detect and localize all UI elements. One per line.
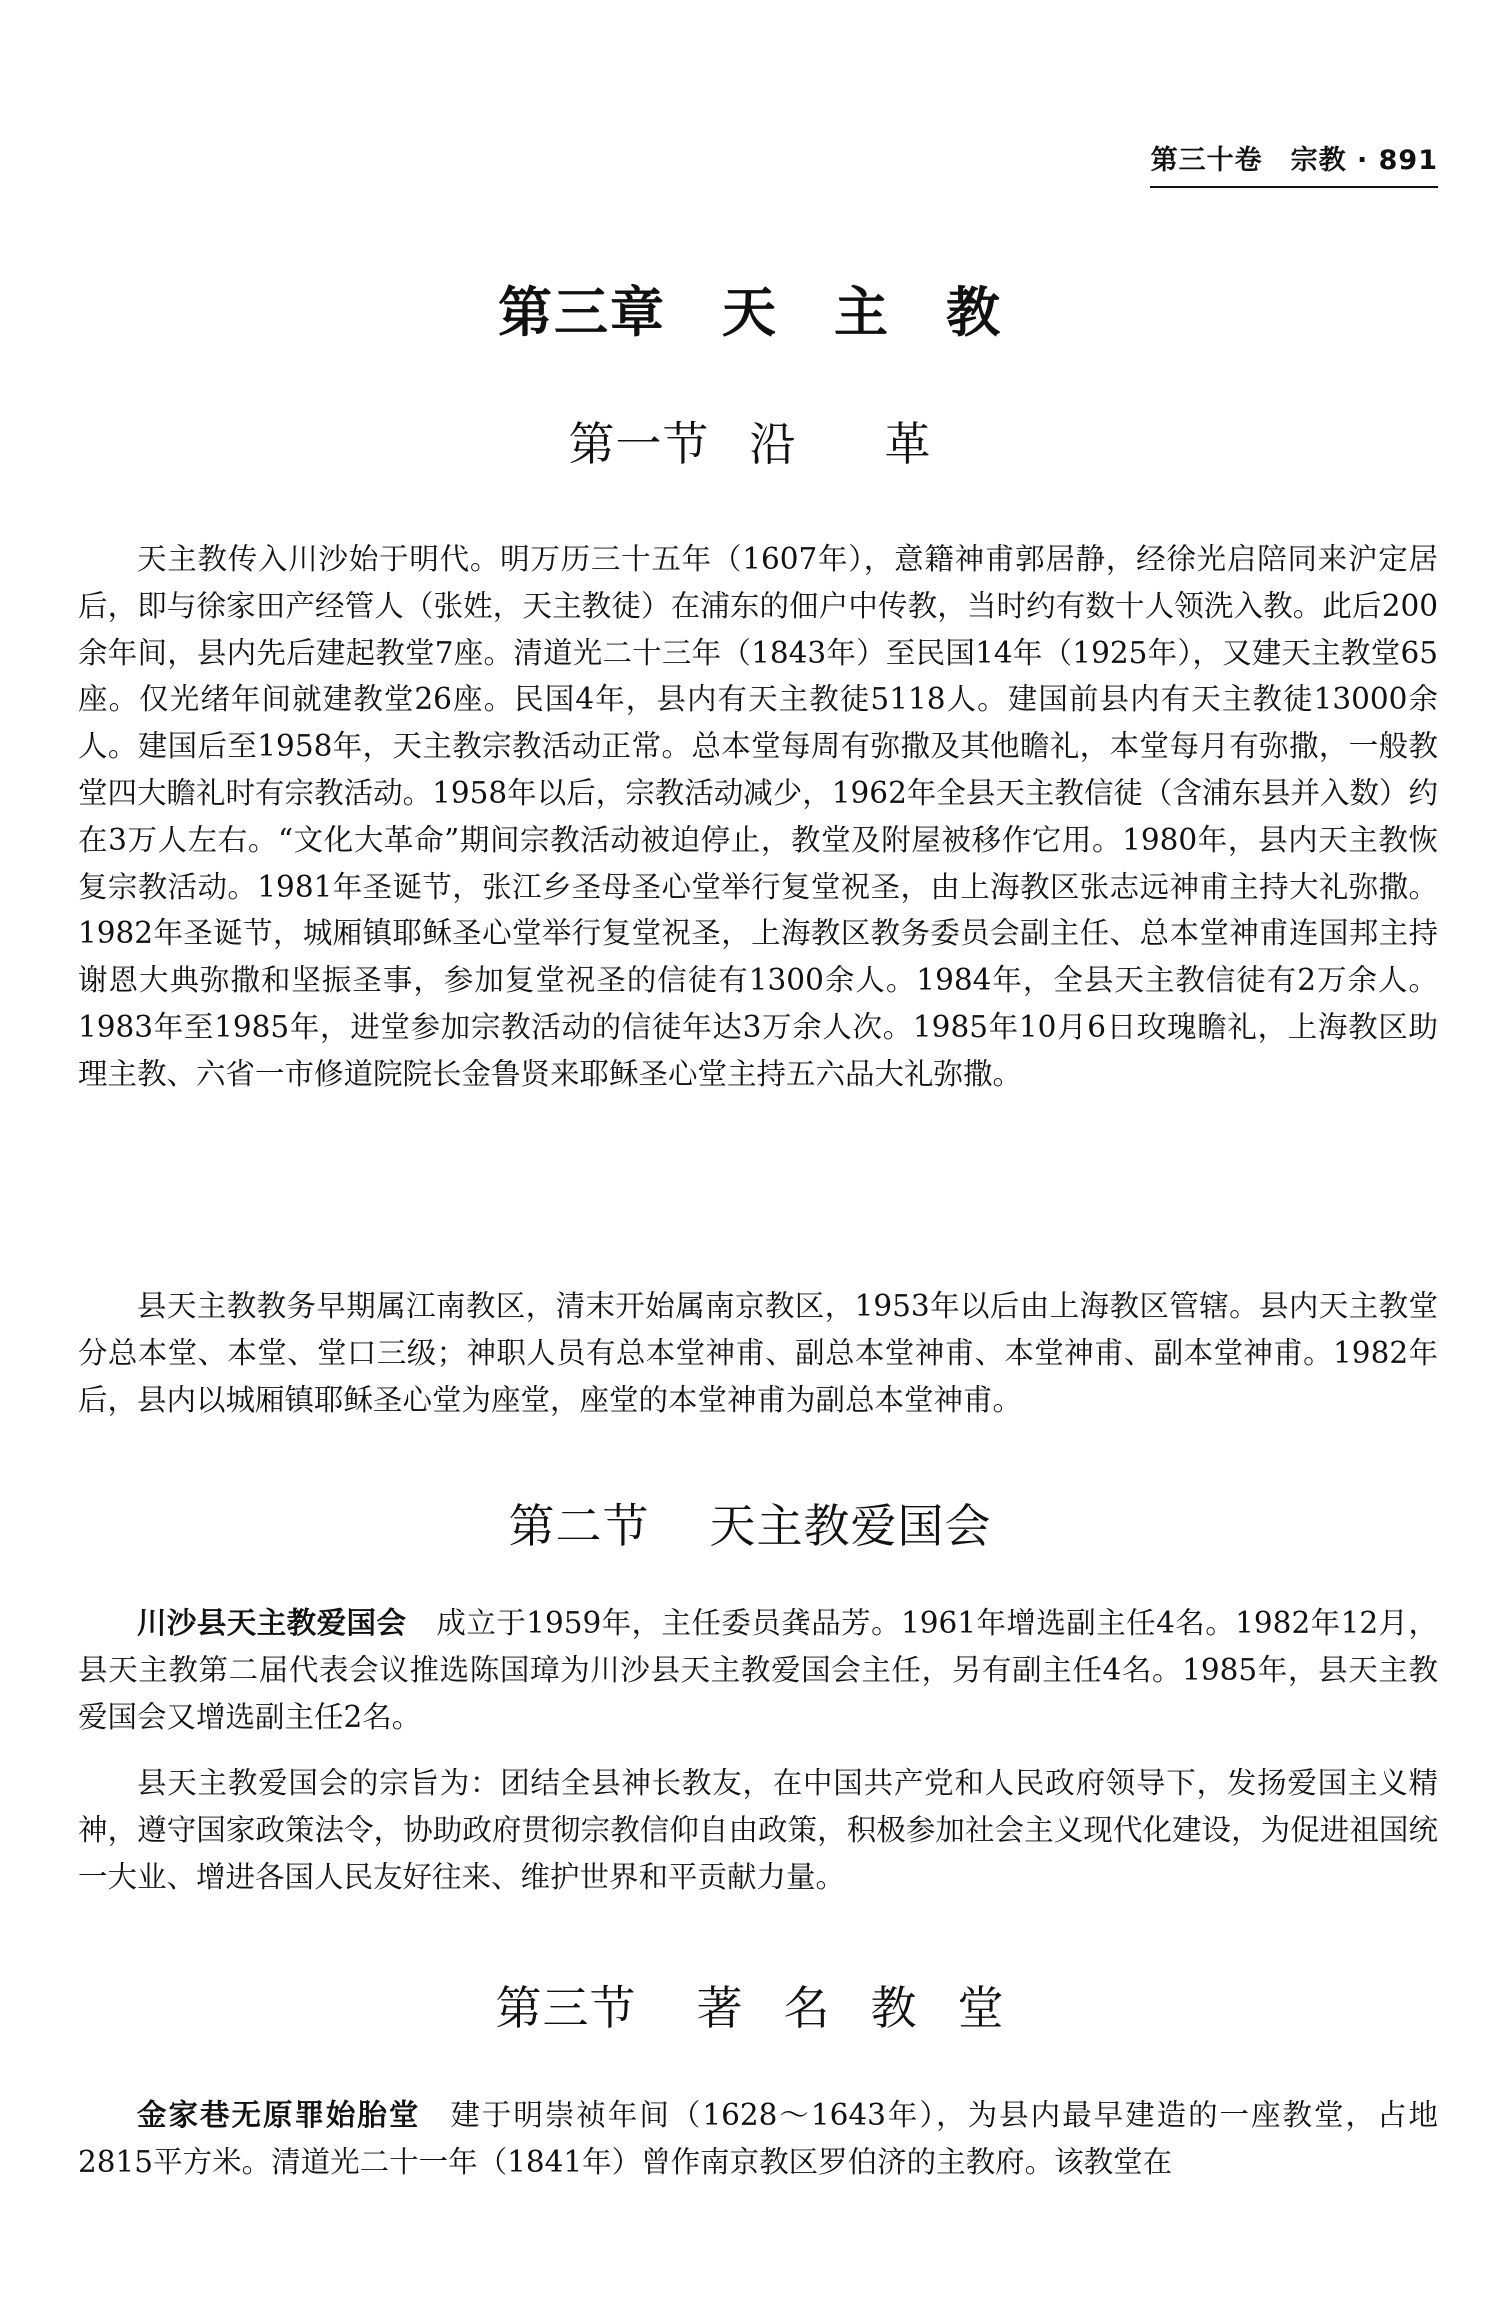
section-2-title [0,1490,1500,1556]
chapter-title [0,270,1500,347]
section-number: 第一节 [568,417,710,471]
running-header: 第三十卷 宗教 · 891 [1150,145,1438,176]
entry-heading: 川沙县天主教爱国会 [137,1606,407,1640]
section-3-title [0,1972,1500,2038]
section-title-char: 教 [870,1981,918,2035]
section-number: 第二节 [508,1499,650,1553]
chapter-title-char: 教 [946,281,1002,344]
section-number: 第三节 [495,1981,637,2035]
section-title-char: 革 [884,417,932,471]
entry-body: 成立于1959年，主任委员龚品芳。1961年增选副主任4名。1982年12月，县天主教第二届代表会议推选陈国璋为川沙县天主教爱国会主任，另有副主任4名。1985年，县天主教爱国会又增选副主任2名。 [78,1606,1438,1734]
chapter-title-char: 天 [722,281,778,344]
section-title-char: 名 [783,1981,831,2035]
header-rule [1150,186,1438,188]
section-title-text: 天主教爱国会 [709,1499,992,1553]
chapter-title-char: 主 [834,281,890,344]
chapter-number: 第三章 [498,281,666,344]
section-1-title [0,408,1500,474]
entry-body: 建于明崇祯年间（1628～1643年），为县内最早建造的一座教堂，占地2815平方米。清道光二十一年（1841年）曾作南京教区罗伯济的主教府。该教堂在 [78,2098,1438,2179]
entry-heading: 金家巷无原罪始胎堂 [137,2098,421,2132]
section-title-char: 堂 [957,1981,1005,2035]
paragraph-history: 天主教传入川沙始于明代。明万历三十五年（1607年），意籍神甫郭居静，经徐光启陪同来沪定居后，即与徐家田产经管人（张姓，天主教徒）在浦东的佃户中传教，当时约有数十人领洗入教。此后200余年间，县内先后建起教堂7座。清道光二十三年（1843年）至民国14年（1925年），又建天主教堂65座。仅光绪年间就建教堂26座。民国4年，县内有天主教徒5118人。建国前县内有天主教徒13000余人。建国后至1958年，天主教宗教活动正常。总本堂每周有弥撒及其他瞻礼，本堂每月有弥撒，一般教堂四大瞻礼时有宗教活动。1958年以后，宗教活动减少，1962年全县天主教信徒（含浦东县并入数）约在3万人左右。“文化大革命”期间宗教活动被迫停止，教堂及附屋被移作它用。1980年，县内天主教恢复宗教活动。1981年圣诞节，张江乡圣母圣心堂举行复堂祝圣，由上海教区张志远神甫主持大礼弥撒。1982年圣诞节，城厢镇耶稣圣心堂举行复堂祝圣，上海教区教务委员会副主任、总本堂神甫连国邦主持谢恩大典弥撒和坚振圣事，参加复堂祝圣的信徒有1300余人。1984年，全县天主教信徒有2万余人。1983年至1985年，进堂参加宗教活动的信徒年达3万余人次。1985年10月6日玫瑰瞻礼，上海教区助理主教、六省一市修道院院长金鲁贤来耶稣圣心堂主持五六品大礼弥撒。 [78,542,1438,1091]
section-title-char: 沿 [749,417,797,471]
paragraph-diocese: 县天主教教务早期属江南教区，清末开始属南京教区，1953年以后由上海教区管辖。县内天主教堂分总本堂、本堂、堂口三级；神职人员有总本堂神甫、副总本堂神甫、本堂神甫、副本堂神甫。1982年后，县内以城厢镇耶稣圣心堂为座堂，座堂的本堂神甫为副总本堂神甫。 [78,1289,1438,1417]
paragraph-jinjiaxiang-church [78,2092,1438,2186]
paragraph-patriotic-association [78,1600,1438,1740]
paragraph-association-aims: 县天主教爱国会的宗旨为：团结全县神长教友，在中国共产党和人民政府领导下，发扬爱国主义精神，遵守国家政策法令，协助政府贯彻宗教信仰自由政策，积极参加社会主义现代化建设，为促进祖国统一大业、增进各国人民友好往来、维护世界和平贡献力量。 [78,1766,1438,1894]
section-title-char: 著 [696,1981,744,2035]
